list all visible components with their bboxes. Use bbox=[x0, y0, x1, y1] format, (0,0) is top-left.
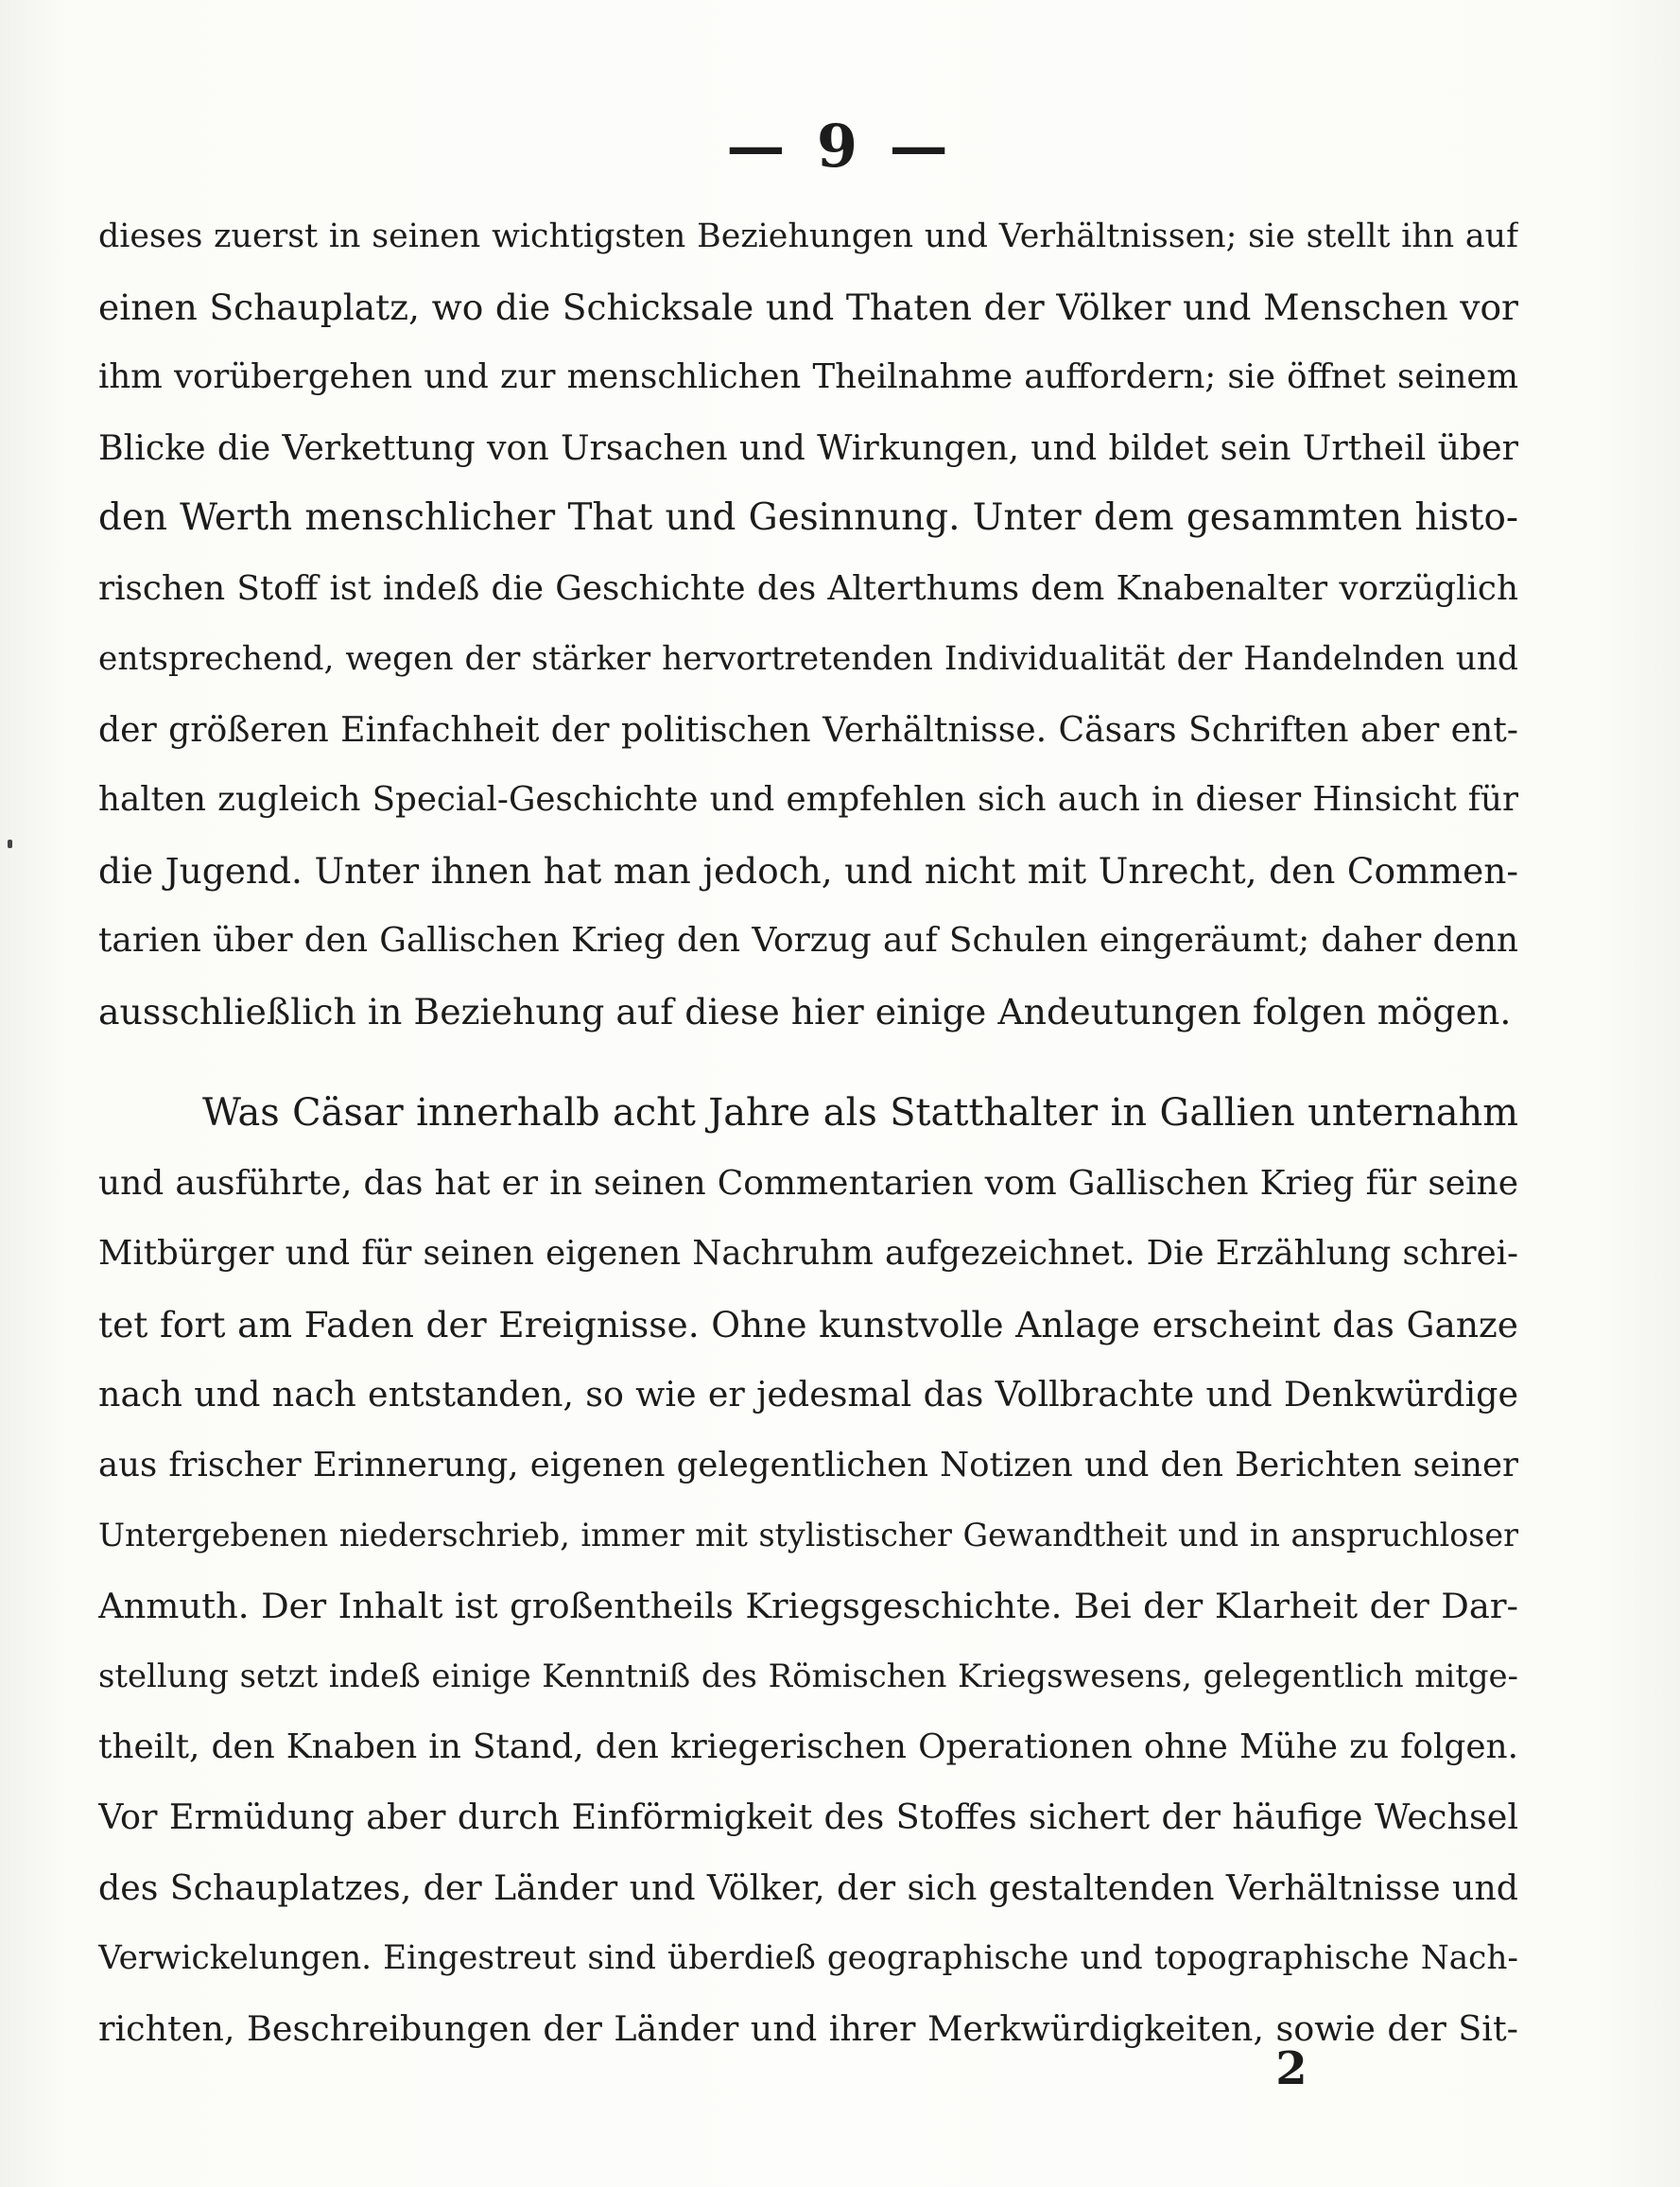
text-line-indented: Was Cäsar innerhalb acht Jahre als Statthalter in Gallien unternahm bbox=[202, 1091, 1518, 1135]
text-line: nach und nach entstanden, so wie er jedesmal das Vollbrachte und Denkwürdige bbox=[98, 1374, 1518, 1415]
paragraph-2 bbox=[98, 1078, 1518, 2064]
page-number-header: — 9 — bbox=[726, 112, 954, 181]
signature-mark: 2 bbox=[1275, 2042, 1308, 2095]
text-line: Untergebenen niederschrieb, immer mit stylistischer Gewandtheit und in anspruchloser bbox=[98, 1517, 1518, 1553]
text-line: die Jugend. Unter ihnen hat man jedoch, und nicht mit Unrecht, den Commen- bbox=[98, 849, 1518, 892]
text-line: entsprechend, wegen der stärker hervortretenden Individualität der Handelnden und bbox=[98, 640, 1518, 678]
text-line: Anmuth. Der Inhalt ist großentheils Kriegsgeschichte. Bei der Klarheit der Dar- bbox=[98, 1585, 1518, 1626]
text-line: stellung setzt indeß einige Kenntniß des Römischen Kriegswesens, gelegentlich mitge- bbox=[98, 1658, 1518, 1694]
text-line: Mitbürger und für seinen eigenen Nachruhm aufgezeichnet. Die Erzählung schrei- bbox=[98, 1234, 1518, 1273]
text-line: Verwickelungen. Eingestreut sind überdieß geographische und topographische Nach- bbox=[98, 1939, 1518, 1977]
text-line: Blicke die Verkettung von Ursachen und Wirkungen, und bildet sein Urtheil über bbox=[98, 426, 1518, 468]
text-line: ihm vorübergehen und zur menschlichen Theilnahme auffordern; sie öffnet seinem bbox=[98, 357, 1518, 396]
text-line: ausschließlich in Beziehung auf diese hier einige Andeutungen folgen mögen. bbox=[98, 990, 1512, 1033]
text-line: tet fort am Faden der Ereignisse. Ohne kunstvolle Anlage erscheint das Ganze bbox=[98, 1303, 1518, 1345]
text-line: halten zugleich Special-Geschichte und empfehlen sich auch in dieser Hinsicht für bbox=[98, 780, 1518, 819]
text-line: den Werth menschlicher That und Gesinnung. Unter dem gesammten histo- bbox=[98, 496, 1518, 539]
text-line: des Schauplatzes, der Länder und Völker, der sich gestaltenden Verhältnisse und bbox=[98, 1866, 1518, 1908]
text-line: der größeren Einfachheit der politischen Verhältnisse. Cäsars Schriften aber ent- bbox=[98, 708, 1518, 750]
paragraph-1 bbox=[98, 201, 1518, 1047]
text-line: rischen Stoff ist indeß die Geschichte des Alterthums dem Knabenalter vorzüglich bbox=[98, 568, 1518, 608]
text-line: theilt, den Knaben in Stand, den kriegerischen Operationen ohne Mühe zu folgen. bbox=[98, 1727, 1518, 1766]
text-line: und ausführte, das hat er in seinen Commentarien vom Gallischen Krieg für seine bbox=[98, 1163, 1518, 1203]
text-line: aus frischer Erinnerung, eigenen gelegentlichen Notizen und den Berichten seiner bbox=[98, 1445, 1518, 1484]
text-line: einen Schauplatz, wo die Schicksale und Thaten der Völker und Menschen vor bbox=[98, 286, 1518, 328]
text-line: Vor Ermüdung aber durch Einförmigkeit des Stoffes sichert der häufige Wechsel bbox=[98, 1796, 1518, 1837]
text-line: tarien über den Gallischen Krieg den Vorzug auf Schulen eingeräumt; daher denn bbox=[98, 921, 1518, 960]
text-line: richten, Beschreibungen der Länder und ihrer Merkwürdigkeiten, sowie der Sit- bbox=[98, 2007, 1518, 2049]
text-line: dieses zuerst in seinen wichtigsten Beziehungen und Verhältnissen; sie stellt ihn auf bbox=[98, 217, 1518, 255]
ink-speck bbox=[8, 840, 12, 848]
